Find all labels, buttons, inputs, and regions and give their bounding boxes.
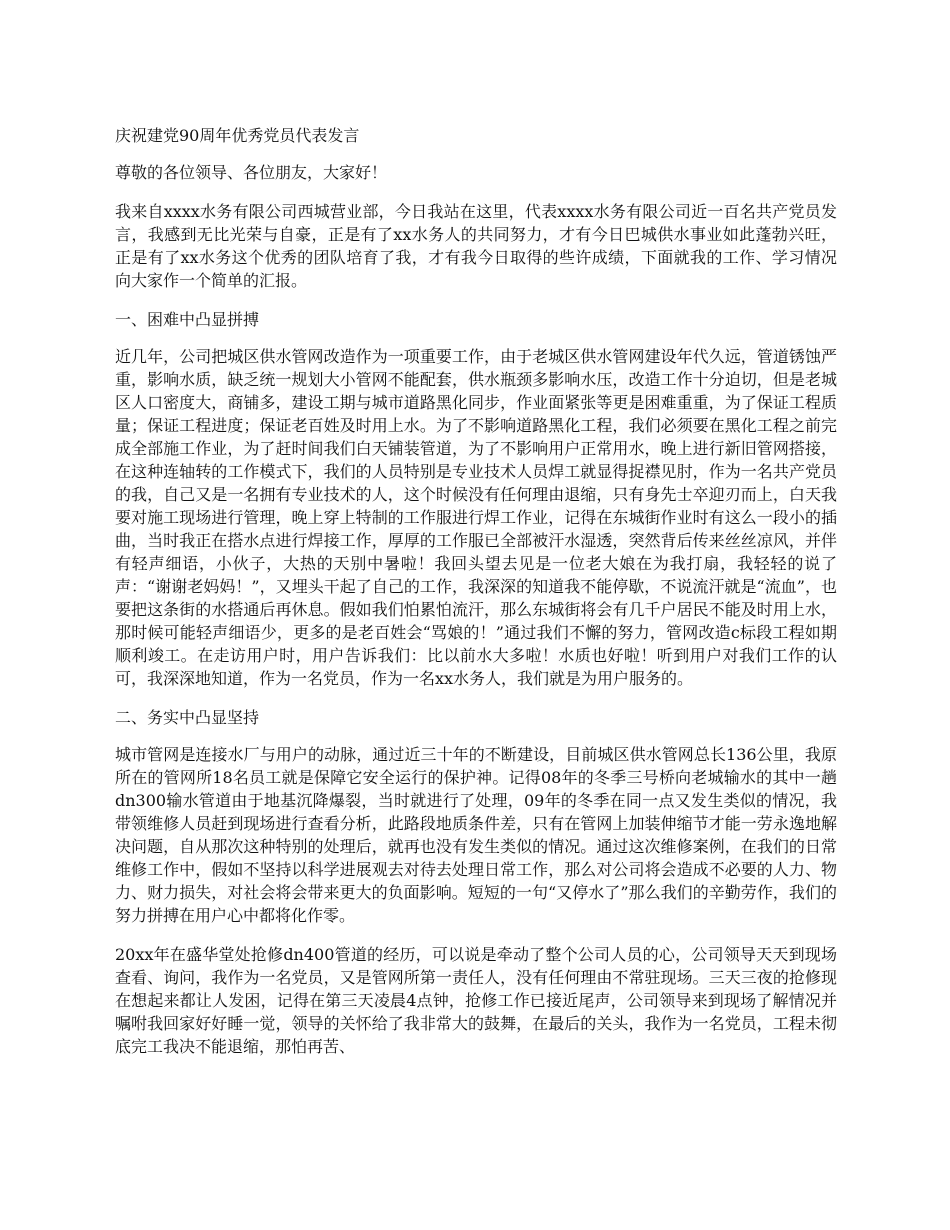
greeting-paragraph: 尊敬的各位领导、各位朋友，大家好！	[115, 163, 388, 182]
section-1-paragraph: 近几年，公司把城区供水管网改造作为一项重要工作，由于老城区供水管网建设年代久远，管道锈蚀严重，影响水质，缺乏统一规划大小管网不能配套，供水瓶颈多影响水压，改造工作十分迫切，但是老城区人口密度大，商铺多，建设工期与城市道路黑化同步，作业面紧张等更是困难重重，为了保证工程质量；保证工程进度；保证老百姓及时用上水。为了不影响道路黑化工程，我们必须要在黑化工程之前完成全部施工作业，为了赶时间我们白天铺装管道，为了不影响用户正常用水，晚上进行新旧管网搭接，在这种连轴转的工作模式下，我们的人员特别是专业技术人员焊工就显得捉襟见肘，作为一名共产党员的我，自己又是一名拥有专业技术的人，这个时候没有任何理由退缩，只有身先士卒迎刃而上，白天我要对施工现场进行管理，晚上穿上特制的工作服进行焊工作业，记得在东城街作业时有这么一段小的插曲，当时我正在搭水点进行焊接工作，厚厚的工作服已全部被汗水湿透，突然背后传来丝丝凉风，并伴有轻声细语，小伙子，大热的天别中暑啦！我回头望去见是一位老大娘在为我打扇，我轻轻的说了声：“谢谢老妈妈！”，又埋头干起了自己的工作，我深深的知道我不能停歇，不说流汗就是“流血”，也要把这条街的水搭通后再休息。假如我们怕累怕流汗，那么东城街将会有几千户居民不能及时用上水，那时候可能轻声细语少，更多的是老百姓会“骂娘的！”通过我们不懈的努力，管网改造c标段工程如期顺利竣工。在走访用户时，用户告诉我们：比以前水大多啦！水质也好啦！听到用户对我们工作的认可，我深深地知道，作为一名党员，作为一名xx水务人，我们就是为用户服务的。	[115, 347, 837, 688]
section-heading-1: 一、困难中凸显拼搏	[115, 310, 260, 329]
section-2-paragraph-2: 20xx年在盛华堂处抢修dn400管道的经历，可以说是牵动了整个公司人员的心，公司领导天天到现场查看、询问，我作为一名党员，又是管网所第一责任人，没有任何理由不常驻现场。三天三夜的抢修现在想起来都让人发困，记得在第三天凌晨4点钟，抢修工作已接近尾声，公司领导来到现场了解情况并嘱咐我回家好好睡一觉，领导的关怀给了我非常大的鼓舞，在最后的关头，我作为一名党员，工程未彻底完工我决不能退缩，那怕再苦、	[115, 945, 837, 1056]
section-heading-2: 二、务实中凸显坚持	[115, 708, 260, 727]
document-body	[115, 124, 837, 1074]
section-2-paragraph: 城市管网是连接水厂与用户的动脉，通过近三十年的不断建设，目前城区供水管网总长136公里，我原所在的管网所18名员工就是保障它安全运行的保护神。记得08年的冬季三号桥向老城输水的其中一趟dn300输水管道由于地基沉降爆裂，当时就进行了处理，09年的冬季在同一点又发生类似的情况，我带领维修人员赶到现场进行查看分析，此路段地质条件差，只有在管网上加装伸缩节才能一劳永逸地解决问题，自从那次这种特别的处理后，就再也没有发生类似的情况。通过这次维修案例，在我们的日常维修工作中，假如不坚持以科学进展观去对待去处理日常工作，那么对公司将会造成不必要的人力、物力、财力损失，对社会将会带来更大的负面影响。短短的一句“又停水了”那么我们的辛勤劳作，我们的努力拼搏在用户心中都将化作零。	[115, 745, 837, 925]
document-title: 庆祝建党90周年优秀党员代表发言	[115, 126, 360, 145]
intro-paragraph: 我来自xxxx水务有限公司西城营业部，今日我站在这里，代表xxxx水务有限公司近一百名共产党员发言，我感到无比光荣与自豪，正是有了xx水务人的共同努力，才有今日巴城供水事业如此蓬勃兴旺，正是有了xx水务这个优秀的团队培育了我，才有我今日取得的些许成绩，下面就我的工作、学习情况向大家作一个简单的汇报。	[115, 202, 837, 290]
